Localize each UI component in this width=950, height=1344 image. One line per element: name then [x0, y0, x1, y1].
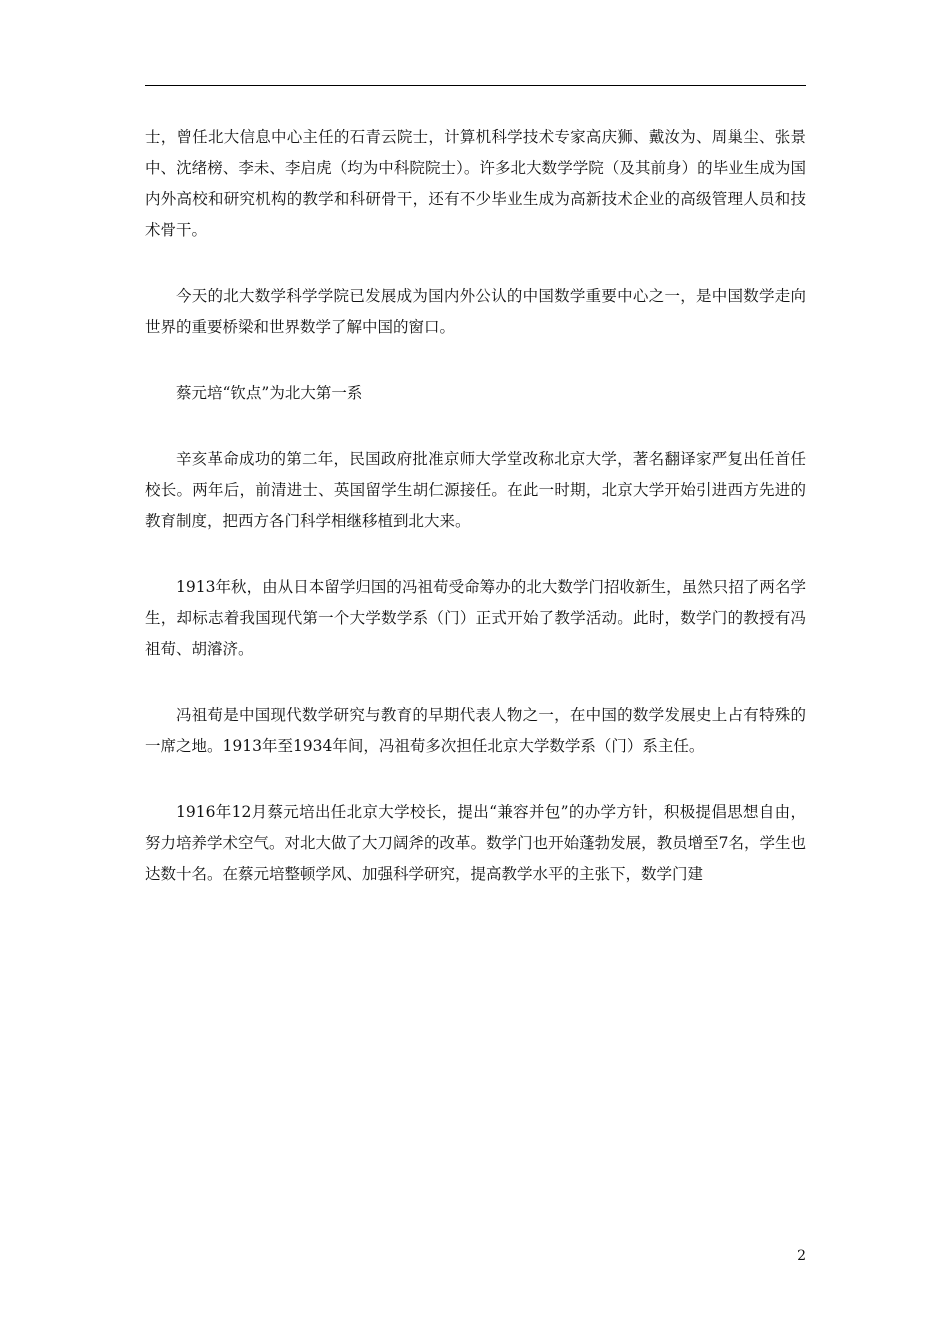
page-number: 2 — [797, 1248, 806, 1264]
paragraph-1913-math-department: 1913年秋，由从日本留学归国的冯祖荀受命筹办的北大数学门招收新生，虽然只招了两名学生，却标志着我国现代第一个大学数学系（门）正式开始了教学活动。此时，数学门的教授有冯祖荀、胡濬济。 — [145, 578, 806, 658]
paragraph-peking-math-today: 今天的北大数学科学学院已发展成为国内外公认的中国数学重要中心之一，是中国数学走向世界的重要桥梁和世界数学了解中国的窗口。 — [145, 287, 806, 336]
paragraph-continuation: 士，曾任北大信息中心主任的石青云院士，计算机科学技术专家高庆狮、戴汝为、周巢尘、张景中、沈绪榜、李未、李启虎（均为中科院院士）。许多北大数学学院（及其前身）的毕业生成为国内外高校和研究机构的教学和科研骨干，还有不少毕业生成为高新技术企业的高级管理人员和技术骨干。 — [145, 128, 806, 239]
paragraph-xinhai-revolution: 辛亥革命成功的第二年，民国政府批准京师大学堂改称北京大学，著名翻译家严复出任首任校长。两年后，前清进士、英国留学生胡仁源接任。在此一时期，北京大学开始引进西方先进的教育制度，把西方各门科学相继移植到北大来。 — [145, 450, 806, 530]
body-text — [145, 122, 806, 925]
paragraph-feng-zuxun: 冯祖荀是中国现代数学研究与教育的早期代表人物之一，在中国的数学发展史上占有特殊的一席之地。1913年至1934年间，冯祖荀多次担任北京大学数学系（门）系主任。 — [145, 706, 806, 755]
header-rule — [145, 85, 806, 86]
paragraph-cai-yuanpei: 1916年12月蔡元培出任北京大学校长，提出“兼容并包”的办学方针，积极提倡思想自由，努力培养学术空气。对北大做了大刀阔斧的改革。数学门也开始蓬勃发展，教员增至7名，学生也达数十名。在蔡元培整顿学风、加强科学研究，提高教学水平的主张下，数学门建 — [145, 803, 806, 883]
section-heading: 蔡元培“钦点”为北大第一系 — [176, 384, 363, 402]
